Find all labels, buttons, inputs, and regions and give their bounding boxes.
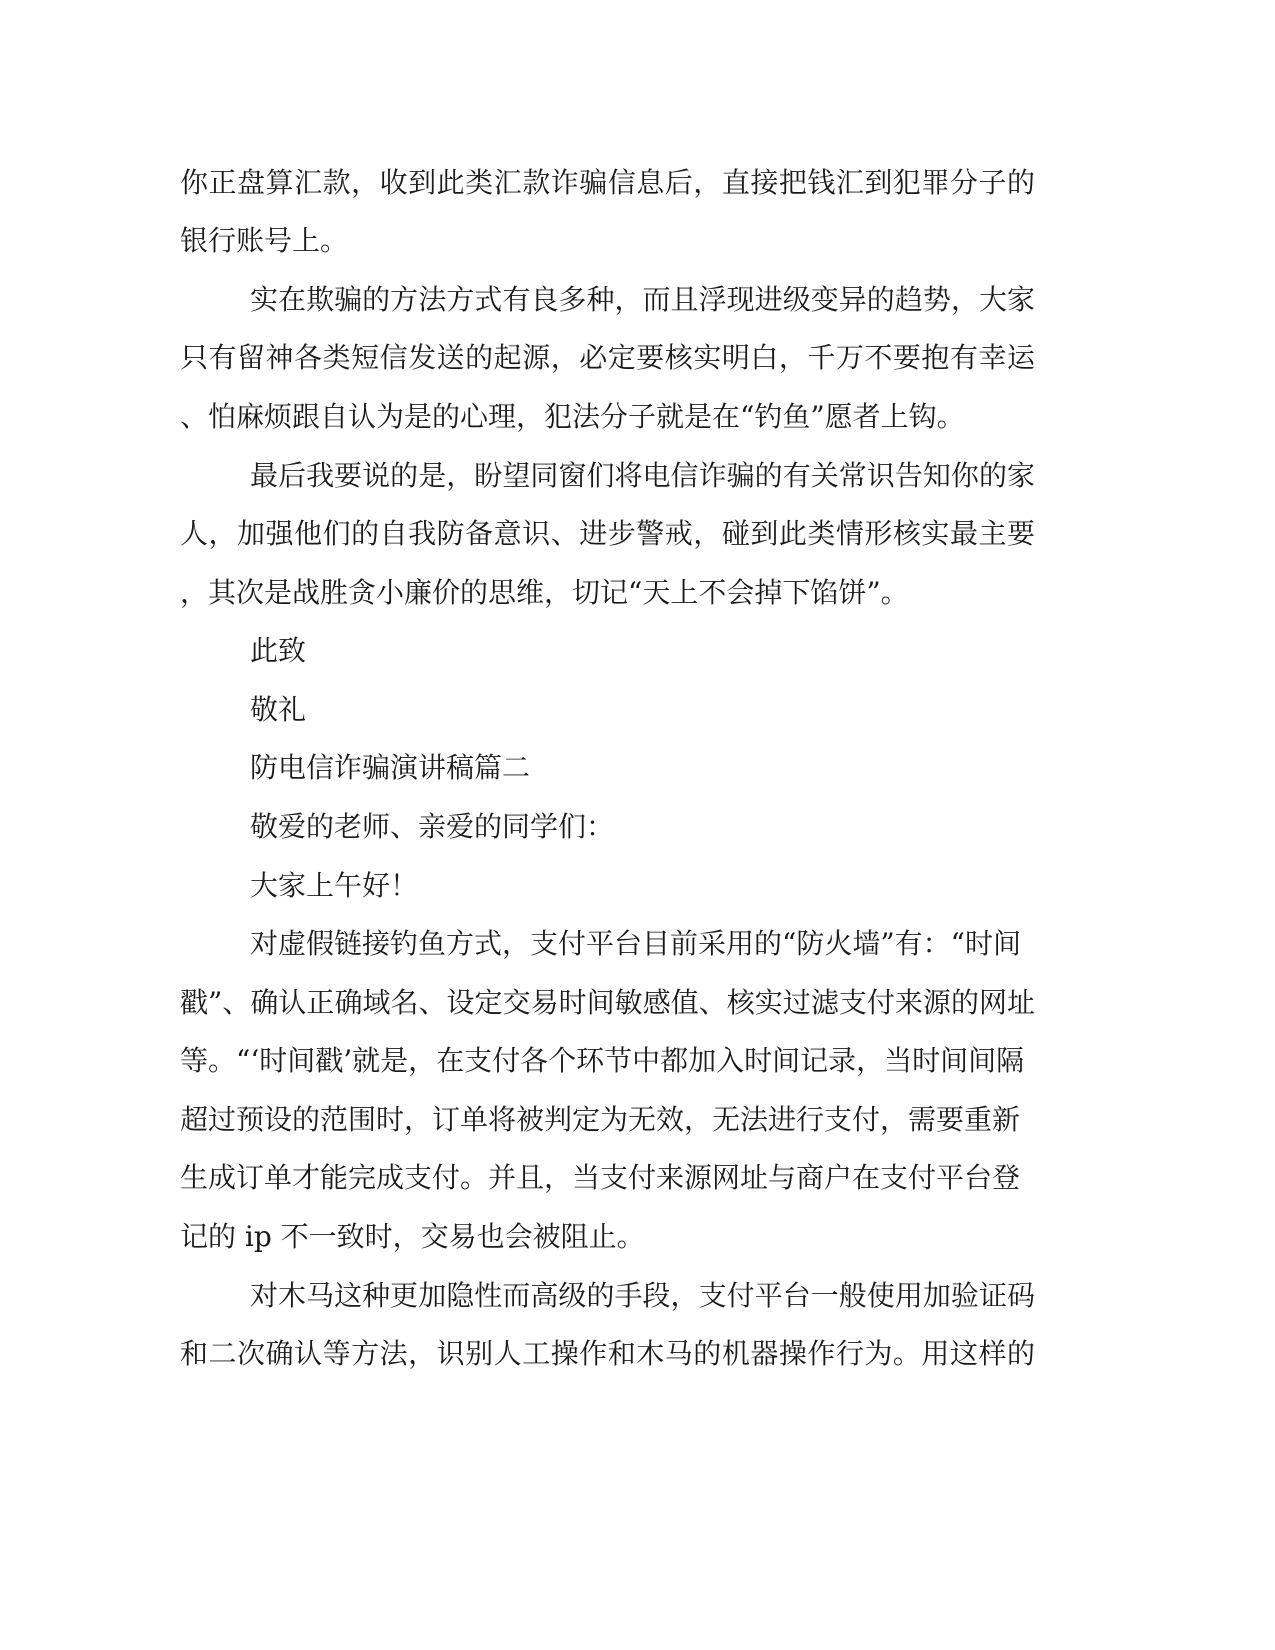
section-heading: 防电信诈骗演讲稿篇二 xyxy=(250,751,531,784)
text-line: 对木马这种更加隐性而高级的手段，支付平台一般使用加验证码 xyxy=(250,1279,1035,1312)
text-line: 你正盘算汇款，收到此类汇款诈骗信息后，直接把钱汇到犯罪分子的 xyxy=(180,166,1035,199)
text-line: 生成订单才能完成支付。并且，当支付来源网址与商户在支付平台登 xyxy=(180,1161,1021,1194)
text-line: ，其次是战胜贪小廉价的思维，切记“天上不会掉下馅饼”。 xyxy=(180,576,909,609)
text-line: 和二次确认等方法，识别人工操作和木马的机器操作行为。用这样的 xyxy=(180,1337,1035,1370)
text-line: 银行账号上。 xyxy=(180,224,349,257)
text-line: 、怕麻烦跟自认为是的心理，犯法分子就是在“钓鱼”愿者上钩。 xyxy=(180,400,965,433)
text-line: 人，加强他们的自我防备意识、进步警戒，碰到此类情形核实最主要 xyxy=(180,517,1035,550)
text-line: 最后我要说的是，盼望同窗们将电信诈骗的有关常识告知你的家 xyxy=(250,459,1035,492)
greeting: 大家上午好！ xyxy=(250,869,419,902)
text-line: 记的 ip 不一致时，交易也会被阻止。 xyxy=(180,1220,645,1253)
text-line: 戳”、确认正确域名、设定交易时间敏感值、核实过滤支付来源的网址 xyxy=(180,986,1035,1019)
text-line: 敬礼 xyxy=(250,693,307,726)
text-line: 实在欺骗的方法方式有良多种，而且浮现进级变异的趋势，大家 xyxy=(250,283,1035,316)
text-line: 超过预设的范围时，订单将被判定为无效，无法进行支付，需要重新 xyxy=(180,1103,1021,1136)
text-line: 此致 xyxy=(250,634,307,667)
salutation: 敬爱的老师、亲爱的同学们： xyxy=(250,810,615,843)
text-line: 等。“‘时间戳’就是，在支付各个环节中都加入时间记录，当时间间隔 xyxy=(180,1044,1025,1077)
text-line: 只有留神各类短信发送的起源，必定要核实明白，千万不要抱有幸运 xyxy=(180,341,1035,374)
text-line: 对虚假链接钓鱼方式，支付平台目前采用的“防火墙”有：“时间 xyxy=(250,927,1021,960)
